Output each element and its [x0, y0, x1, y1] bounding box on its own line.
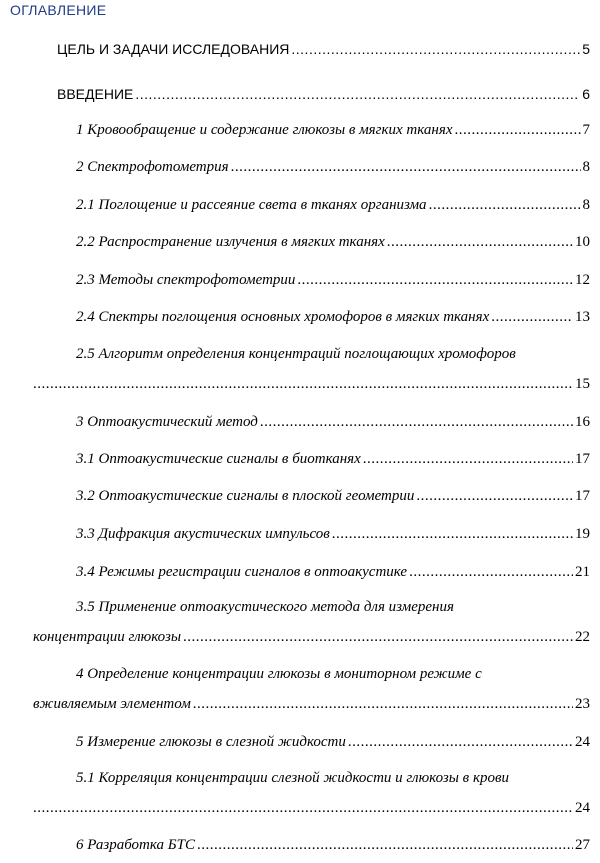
toc-entry-2-5[interactable] [33, 345, 590, 393]
dot-leader [416, 487, 573, 505]
dot-leader [454, 121, 580, 139]
toc-entry-5[interactable] [76, 733, 590, 751]
dot-leader [33, 375, 573, 393]
toc-entry-page: 17 [575, 488, 590, 504]
dot-leader [297, 271, 573, 289]
toc-entry-title: 3.4 Режимы регистрации сигналов в оптоакустике [76, 564, 408, 580]
toc-entry-title: 6 Разработка БТС [76, 837, 195, 853]
dot-leader [363, 450, 573, 468]
toc-entry-2[interactable] [76, 158, 590, 176]
toc-entry-page: 8 [582, 197, 590, 213]
dot-leader [332, 525, 573, 543]
toc-entry-1[interactable] [76, 121, 590, 139]
toc-entry-page: 23 [575, 696, 590, 712]
dot-leader [193, 695, 573, 713]
toc-entry-page: 17 [575, 451, 590, 467]
toc-entry-title: ВВЕДЕНИЕ [57, 86, 134, 102]
toc-entry-4[interactable] [33, 665, 590, 713]
toc-entry-page: 19 [575, 526, 590, 542]
dot-leader [491, 308, 573, 326]
toc-entry-title-continued: вживляемым элементом [33, 696, 191, 712]
toc-entry-2-2[interactable] [76, 233, 590, 251]
toc-entry-page: 7 [582, 122, 590, 138]
toc-entry-title: 1 Кровообращение и содержание глюкозы в мягких тканях [76, 122, 453, 138]
toc-entry-title: ЦЕЛЬ И ЗАДАЧИ ИССЛЕДОВАНИЯ [57, 41, 290, 57]
toc-entry-2-4[interactable] [76, 308, 590, 326]
toc-entry-3[interactable] [76, 413, 590, 431]
toc-entry-page: 5 [582, 41, 590, 57]
toc-entry-title: 3 Оптоакустический метод [76, 414, 258, 430]
toc-entry-goals[interactable] [57, 40, 590, 58]
toc-entry-page: 6 [582, 86, 590, 102]
dot-leader [429, 196, 581, 214]
dot-leader [348, 733, 573, 751]
toc-entry-page: 15 [575, 376, 590, 392]
toc-entry-title: 5.1 Корреляция концентрации слезной жидкости и глюкозы в крови [76, 770, 509, 786]
toc-entry-page: 27 [575, 837, 590, 853]
toc-entry-page: 8 [582, 159, 590, 175]
dot-leader [135, 85, 580, 103]
toc-entry-page: 21 [575, 564, 590, 580]
toc-entry-title: 5 Измерение глюкозы в слезной жидкости [76, 734, 346, 750]
dot-leader [387, 233, 573, 251]
toc-entry-title: 2.5 Алгоритм определения концентраций поглощающих хромофоров [76, 346, 516, 362]
toc-entry-3-1[interactable] [76, 450, 590, 468]
toc-entry-page: 12 [575, 272, 590, 288]
toc-entry-title: 3.3 Дифракция акустических импульсов [76, 526, 330, 542]
toc-entry-3-3[interactable] [76, 525, 590, 543]
toc-entry-page: 24 [575, 800, 590, 816]
toc-entry-title: 2.4 Спектры поглощения основных хромофоров в мягких тканях [76, 309, 490, 325]
toc-entry-2-3[interactable] [76, 271, 590, 289]
toc-entry-page: 16 [575, 414, 590, 430]
toc-entry-title: 3.2 Оптоакустические сигналы в плоской геометрии [76, 488, 415, 504]
toc-entry-introduction[interactable] [57, 85, 590, 103]
dot-leader [33, 799, 573, 817]
dot-leader [260, 413, 573, 431]
dot-leader [231, 158, 581, 176]
toc-entry-title: 3.5 Применение оптоакустического метода для измерения [76, 599, 454, 615]
toc-entry-3-5[interactable] [33, 598, 590, 646]
toc-entry-title: 2 Спектрофотометрия [76, 159, 229, 175]
toc-entry-page: 10 [575, 234, 590, 250]
dot-leader [291, 40, 580, 58]
toc-entry-5-1[interactable] [33, 769, 590, 817]
toc-entry-title: 2.1 Поглощение и рассеяние света в тканях организма [76, 197, 427, 213]
dot-leader [183, 628, 573, 646]
toc-entry-title: 2.3 Методы спектрофотометрии [76, 272, 296, 288]
toc-entry-3-2[interactable] [76, 487, 590, 505]
toc-entry-page: 24 [575, 734, 590, 750]
toc-heading: ОГЛАВЛЕНИЕ [10, 2, 107, 18]
toc-entry-title: 3.1 Оптоакустические сигналы в биотканях [76, 451, 361, 467]
toc-entry-title-continued: концентрации глюкозы [33, 629, 181, 645]
toc-entry-title: 4 Определение концентрации глюкозы в мониторном режиме с [76, 666, 482, 682]
dot-leader [197, 836, 573, 854]
toc-entry-3-4[interactable] [76, 563, 590, 581]
toc-entry-page: 22 [575, 629, 590, 645]
toc-entry-2-1[interactable] [76, 196, 590, 214]
toc-entry-page: 13 [575, 309, 590, 325]
toc-entry-title: 2.2 Распространение излучения в мягких тканях [76, 234, 385, 250]
toc-entry-6[interactable] [76, 836, 590, 854]
dot-leader [409, 563, 573, 581]
